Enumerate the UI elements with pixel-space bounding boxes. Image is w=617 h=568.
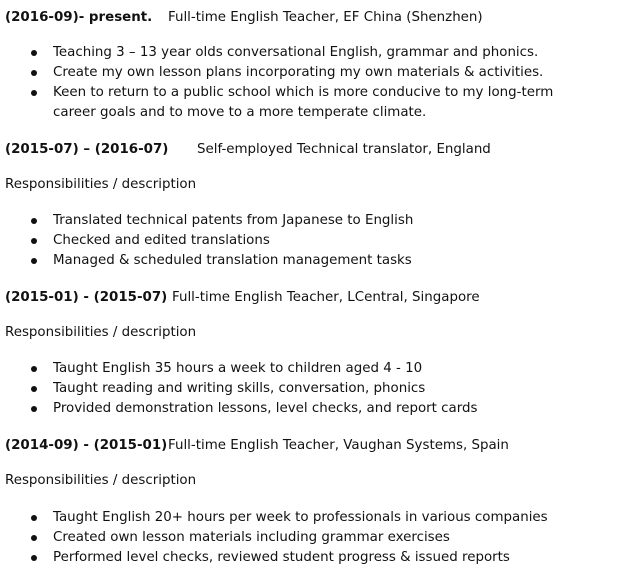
responsibilities-label: Responsibilities / description bbox=[5, 473, 197, 488]
job-bullet-list bbox=[5, 359, 605, 419]
job-heading bbox=[5, 140, 491, 160]
job-heading bbox=[5, 8, 483, 28]
job-bullet-list bbox=[5, 211, 605, 271]
bullet-text: Performed level checks, reviewed student progress & issued reports bbox=[53, 550, 510, 565]
job-dates: (2016-09)- present. bbox=[5, 10, 153, 25]
job-bullet-list bbox=[5, 508, 605, 568]
list-item bbox=[5, 231, 605, 251]
bullet-text: Translated technical patents from Japanese to English bbox=[53, 213, 414, 228]
bullet-icon bbox=[31, 366, 37, 372]
bullet-icon bbox=[31, 258, 37, 264]
bullet-text: Checked and edited translations bbox=[53, 233, 270, 248]
bullet-text: Teaching 3 – 13 year olds conversational English, grammar and phonics. bbox=[53, 45, 539, 60]
job-title: Full-time English Teacher, EF China (Shenzhen) bbox=[168, 10, 483, 25]
list-item bbox=[5, 83, 605, 123]
bullet-text: Managed & scheduled translation management tasks bbox=[53, 253, 412, 268]
job-dates: (2015-07) – (2016-07) bbox=[5, 142, 169, 157]
responsibilities-label: Responsibilities / description bbox=[5, 325, 197, 340]
list-item bbox=[5, 528, 605, 548]
job-heading bbox=[5, 436, 509, 456]
job-dates: (2015-01) - (2015-07) bbox=[5, 290, 168, 305]
bullet-icon bbox=[31, 386, 37, 392]
bullet-icon bbox=[31, 218, 37, 224]
list-item bbox=[5, 43, 605, 63]
list-item bbox=[5, 211, 605, 231]
list-item bbox=[5, 548, 605, 568]
job-heading bbox=[5, 288, 480, 308]
list-item bbox=[5, 359, 605, 379]
list-item bbox=[5, 251, 605, 271]
list-item bbox=[5, 508, 605, 528]
job-dates: (2014-09) - (2015-01) bbox=[5, 438, 168, 453]
bullet-text: Taught English 20+ hours per week to professionals in various companies bbox=[53, 510, 548, 525]
bullet-icon bbox=[31, 515, 37, 521]
bullet-text: Created own lesson materials including grammar exercises bbox=[53, 530, 450, 545]
bullet-text: Provided demonstration lessons, level checks, and report cards bbox=[53, 401, 478, 416]
job-title: Self-employed Technical translator, England bbox=[197, 142, 491, 157]
job-bullet-list bbox=[5, 43, 605, 123]
job-title: Full-time English Teacher, LCentral, Singapore bbox=[172, 290, 480, 305]
bullet-text: Keen to return to a public school which is more conducive to my long-term career goals and to move to a more temperate climate. bbox=[53, 85, 554, 120]
bullet-text: Create my own lesson plans incorporating my own materials & activities. bbox=[53, 65, 544, 80]
list-item bbox=[5, 399, 605, 419]
responsibilities-label: Responsibilities / description bbox=[5, 177, 197, 192]
job-title: Full-time English Teacher, Vaughan Systems, Spain bbox=[168, 438, 509, 453]
bullet-text: Taught reading and writing skills, conversation, phonics bbox=[53, 381, 426, 396]
bullet-icon bbox=[31, 70, 37, 76]
bullet-text: Taught English 35 hours a week to children aged 4 - 10 bbox=[53, 361, 423, 376]
list-item bbox=[5, 63, 605, 83]
bullet-icon bbox=[31, 406, 37, 412]
bullet-icon bbox=[31, 50, 37, 56]
bullet-icon bbox=[31, 555, 37, 561]
bullet-icon bbox=[31, 90, 37, 96]
bullet-icon bbox=[31, 238, 37, 244]
bullet-icon bbox=[31, 535, 37, 541]
list-item bbox=[5, 379, 605, 399]
